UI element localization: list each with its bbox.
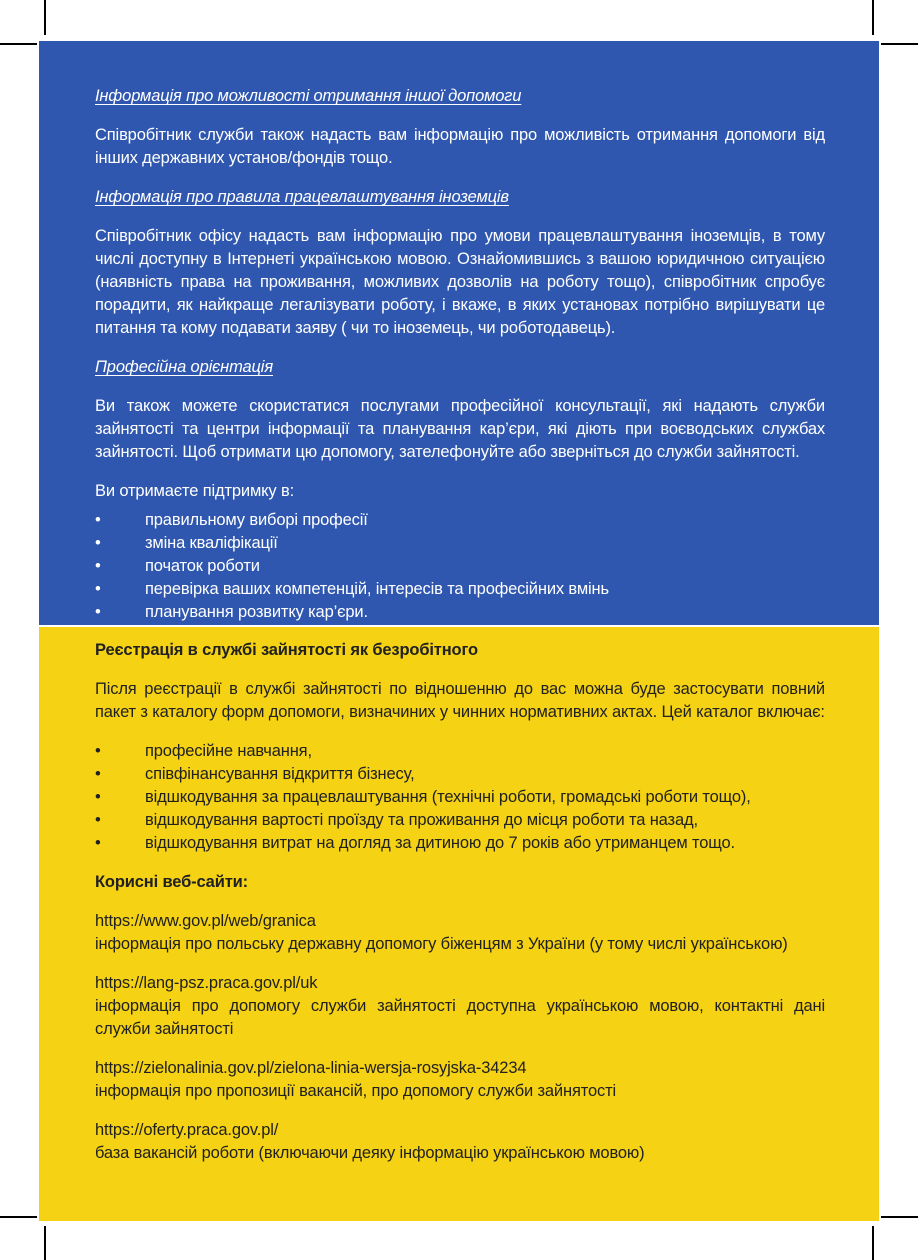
website-description: інформація про пропозиції вакансій, про допомогу служби зайнятості [95, 1082, 617, 1100]
list-item [95, 809, 825, 832]
paragraph-registration-intro: Після реєстрації в службі зайнятості по відношенню до вас можна буде застосувати повний пакет з каталогу форм допомоги, визначиних у чинних нормативних актах. Цей каталог включає: [95, 680, 825, 721]
website-description: інформація про польську державну допомогу біженцям з України (у тому числі українською) [95, 935, 788, 953]
bullet-icon: • [95, 811, 101, 829]
list-item-label: планування розвитку кар’єри. [145, 603, 368, 621]
list-item-label: перевірка ваших компетенцій, інтересів та професійних вмінь [145, 580, 609, 598]
bullet-icon: • [95, 765, 101, 783]
crop-mark-bottom-right-horizontal [881, 1216, 918, 1218]
catalog-list [95, 740, 825, 855]
paragraph-other-aid: Співробітник служби також надасть вам інформацію про можливість отримання допомоги від інших державних установ/фондів тощо. [95, 126, 825, 167]
crop-mark-top-right-horizontal [881, 43, 918, 45]
paragraph-foreigner-employment: Співробітник офісу надасть вам інформацію про умови працевлаштування іноземців, в тому числі доступну в Інтернеті українською мовою. Ознайомившись з вашою юридичною ситуацією (наявність права на проживання, можливих дозволів на роботу тощо), співробітник спробує порадити, як найкраще легалізувати роботу, і вкаже, в яких установах потрібно вирішувати це питання та кому подавати заяву ( чи то іноземець, чи роботодавець). [95, 227, 825, 337]
yellow-info-panel [39, 627, 879, 1221]
crop-mark-bottom-right-vertical [872, 1226, 874, 1260]
crop-mark-top-left-horizontal [0, 43, 37, 45]
website-entry [95, 1119, 825, 1165]
bullet-icon: • [95, 603, 101, 621]
website-entry [95, 972, 825, 1041]
website-url[interactable]: https://oferty.praca.gov.pl/ [95, 1121, 279, 1139]
support-list [95, 509, 825, 624]
website-description: інформація про допомогу служби зайнятості доступна українською мовою, контактні дані служби зайнятості [95, 997, 825, 1038]
crop-mark-bottom-left-horizontal [0, 1216, 37, 1218]
heading-foreigner-employment-rules: Інформація про правила працевлаштування іноземців [95, 188, 509, 206]
list-item [95, 509, 825, 532]
website-description: база вакансій роботи (включаючи деяку інформацію українською мовою) [95, 1144, 645, 1162]
website-url[interactable]: https://lang-psz.praca.gov.pl/uk [95, 974, 318, 992]
bullet-icon: • [95, 511, 101, 529]
list-item [95, 763, 825, 786]
list-item-label: зміна кваліфікації [145, 534, 278, 552]
crop-mark-top-right-vertical [872, 0, 874, 35]
crop-mark-top-left-vertical [44, 0, 46, 35]
support-intro-line: Ви отримаєте підтримку в: [95, 482, 295, 500]
list-item [95, 532, 825, 555]
blue-info-panel [39, 41, 879, 625]
list-item-label: відшкодування за працевлаштування (технічні роботи, громадські роботи тощо), [145, 788, 751, 806]
list-item-label: відшкодування вартості проїзду та проживання до місця роботи та назад, [145, 811, 698, 829]
website-url[interactable]: https://zielonalinia.gov.pl/zielona-linia-wersja-rosyjska-34234 [95, 1059, 527, 1077]
list-item [95, 601, 825, 624]
list-item-label: відшкодування витрат на догляд за дитиною до 7 років або утриманцем тощо. [145, 834, 735, 852]
list-item-label: початок роботи [145, 557, 260, 575]
list-item-label: правильному виборі професії [145, 511, 368, 529]
bullet-icon: • [95, 580, 101, 598]
list-item [95, 578, 825, 601]
list-item [95, 555, 825, 578]
bullet-icon: • [95, 557, 101, 575]
bullet-icon: • [95, 534, 101, 552]
website-url[interactable]: https://www.gov.pl/web/granica [95, 912, 316, 930]
heading-unemployed-registration: Реєстрація в службі зайнятості як безробітного [95, 641, 478, 659]
crop-mark-bottom-left-vertical [44, 1226, 46, 1260]
website-entry [95, 1057, 825, 1103]
heading-other-aid-info: Інформація про можливості отримання іншої допомоги [95, 87, 522, 105]
list-item [95, 740, 825, 763]
paragraph-professional-orientation: Ви також можете скористатися послугами професійної консультації, які надають служби зайнятості та центри інформації та планування кар’єри, які діють при воєводських службах зайнятості. Щоб отримати цю допомогу, зателефонуйте або зверніться до служби зайнятості. [95, 397, 825, 461]
list-item-label: співфінансування відкриття бізнесу, [145, 765, 415, 783]
bullet-icon: • [95, 788, 101, 806]
bullet-icon: • [95, 742, 101, 760]
heading-professional-orientation: Професійна орієнтація [95, 358, 273, 376]
list-item [95, 832, 825, 855]
list-item-label: професійне навчання, [145, 742, 312, 760]
website-entry [95, 910, 825, 956]
heading-useful-websites: Корисні веб-сайти: [95, 873, 248, 891]
bullet-icon: • [95, 834, 101, 852]
list-item [95, 786, 825, 809]
